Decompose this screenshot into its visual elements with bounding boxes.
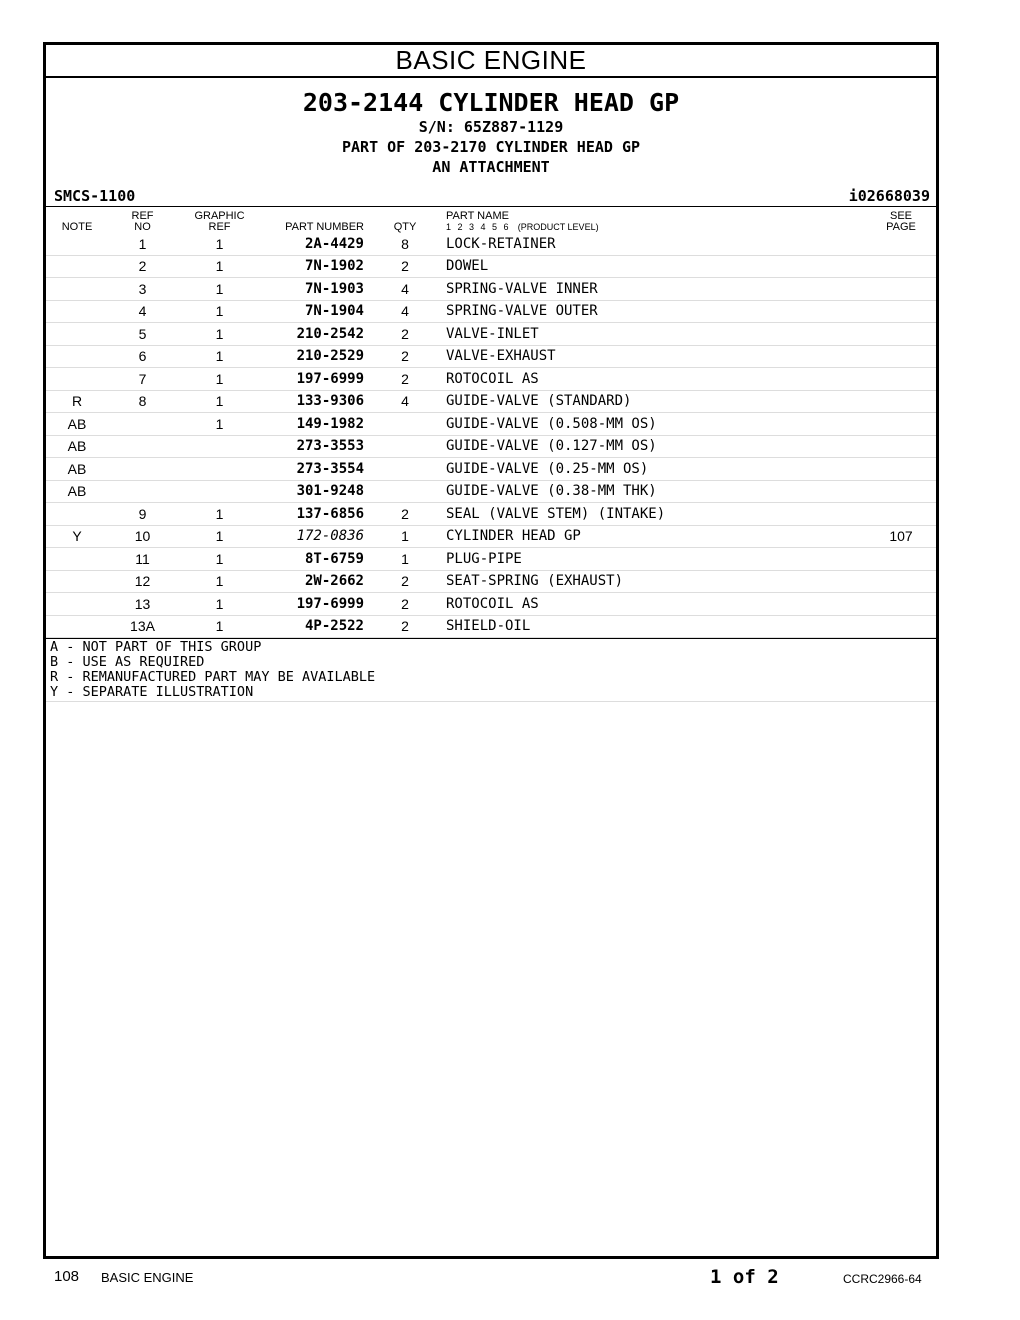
table-header-row — [46, 207, 936, 233]
smcs-code: SMCS-1100 — [54, 187, 136, 205]
row-note: R — [46, 390, 108, 413]
row-part-number: 8T-6759 — [262, 548, 364, 571]
illustration-id: i02668039 — [848, 187, 930, 205]
row-note — [46, 548, 108, 571]
row-part-number: 273-3553 — [262, 435, 364, 458]
row-part-number: 197-6999 — [262, 593, 364, 616]
row-qty: 4 — [364, 278, 446, 301]
row-part-name: LOCK-RETAINER — [446, 233, 866, 255]
row-note: Y — [46, 525, 108, 548]
attachment-label: AN ATTACHMENT — [432, 158, 550, 176]
row-ref-no: 9 — [108, 503, 177, 526]
table-row — [46, 255, 936, 278]
row-part-number: 197-6999 — [262, 368, 364, 391]
row-note — [46, 570, 108, 593]
row-note — [46, 368, 108, 391]
parts-table-body — [46, 233, 936, 638]
row-see-page — [866, 458, 936, 481]
row-see-page — [866, 390, 936, 413]
row-see-page — [866, 548, 936, 571]
table-row — [46, 390, 936, 413]
row-ref-no: 1 — [108, 233, 177, 255]
table-row — [46, 570, 936, 593]
table-row — [46, 615, 936, 638]
table-row — [46, 480, 936, 503]
table-row — [46, 368, 936, 391]
row-note — [46, 233, 108, 255]
row-part-name: SPRING-VALVE INNER — [446, 278, 866, 301]
table-row — [46, 413, 936, 436]
note-line: B - USE AS REQUIRED — [50, 654, 205, 670]
row-ref-no: 10 — [108, 525, 177, 548]
row-graphic-ref — [177, 435, 262, 458]
table-row — [46, 435, 936, 458]
serial-number: S/N: 65Z887-1129 — [418, 118, 564, 136]
row-ref-no: 4 — [108, 300, 177, 323]
row-qty — [364, 458, 446, 481]
row-see-page — [866, 345, 936, 368]
row-see-page — [866, 233, 936, 255]
row-ref-no: 13A — [108, 615, 177, 638]
row-note — [46, 300, 108, 323]
row-graphic-ref: 1 — [177, 278, 262, 301]
row-part-number: 133-9306 — [262, 390, 364, 413]
row-see-page — [866, 615, 936, 638]
row-part-number: 210-2529 — [262, 345, 364, 368]
row-part-number: 172-0836 — [262, 525, 364, 548]
table-row — [46, 345, 936, 368]
row-see-page — [866, 300, 936, 323]
note-line: R - REMANUFACTURED PART MAY BE AVAILABLE — [50, 669, 376, 685]
row-qty: 8 — [364, 233, 446, 255]
row-graphic-ref: 1 — [177, 413, 262, 436]
row-part-number: 149-1982 — [262, 413, 364, 436]
page-number: 108 — [54, 1268, 80, 1285]
row-part-name: GUIDE-VALVE (0.508-MM OS) — [446, 413, 866, 436]
row-note — [46, 593, 108, 616]
footer-section: BASIC ENGINE — [101, 1270, 194, 1285]
header-see-page: SEE PAGE — [886, 210, 916, 233]
row-part-number: 7N-1903 — [262, 278, 364, 301]
group-title: 203-2144 CYLINDER HEAD GP — [302, 88, 680, 117]
table-row — [46, 525, 936, 548]
part-of: PART OF 203-2170 CYLINDER HEAD GP — [341, 138, 640, 156]
row-qty: 4 — [364, 390, 446, 413]
row-graphic-ref: 1 — [177, 615, 262, 638]
group-header — [46, 89, 936, 177]
row-part-number: 7N-1904 — [262, 300, 364, 323]
row-part-number: 7N-1902 — [262, 255, 364, 278]
row-ref-no: 13 — [108, 593, 177, 616]
row-see-page — [866, 435, 936, 458]
row-qty: 2 — [364, 570, 446, 593]
row-part-name: GUIDE-VALVE (0.38-MM THK) — [446, 480, 866, 503]
row-see-page — [866, 323, 936, 346]
row-graphic-ref: 1 — [177, 300, 262, 323]
row-note — [46, 255, 108, 278]
row-qty: 2 — [364, 323, 446, 346]
row-part-name: SEAT-SPRING (EXHAUST) — [446, 570, 866, 593]
row-part-name: PLUG-PIPE — [446, 548, 866, 571]
page-of: 1 of 2 — [710, 1266, 779, 1288]
row-qty: 1 — [364, 548, 446, 571]
row-note: AB — [46, 480, 108, 503]
row-graphic-ref — [177, 480, 262, 503]
row-qty — [364, 435, 446, 458]
row-part-name: CYLINDER HEAD GP — [446, 525, 866, 548]
row-part-number: 210-2542 — [262, 323, 364, 346]
row-note: AB — [46, 435, 108, 458]
row-part-name: VALVE-INLET — [446, 323, 866, 346]
row-note — [46, 278, 108, 301]
header-ref-no: REF NO — [131, 210, 154, 233]
row-see-page — [866, 255, 936, 278]
row-part-name: DOWEL — [446, 255, 866, 278]
row-ref-no — [108, 435, 177, 458]
row-graphic-ref: 1 — [177, 525, 262, 548]
table-row — [46, 278, 936, 301]
row-see-page — [866, 593, 936, 616]
row-graphic-ref: 1 — [177, 570, 262, 593]
section-title: BASIC ENGINE — [46, 45, 936, 78]
row-see-page — [866, 480, 936, 503]
row-qty: 2 — [364, 255, 446, 278]
row-ref-no: 12 — [108, 570, 177, 593]
row-qty — [364, 480, 446, 503]
row-qty: 2 — [364, 503, 446, 526]
row-graphic-ref: 1 — [177, 548, 262, 571]
note-line: Y - SEPARATE ILLUSTRATION — [50, 684, 254, 700]
table-row — [46, 548, 936, 571]
header-part-name: PART NAME 1 2 3 4 5 6 (PRODUCT LEVEL) — [446, 210, 599, 232]
row-ref-no: 6 — [108, 345, 177, 368]
page-footer — [0, 1266, 1020, 1290]
row-ref-no — [108, 413, 177, 436]
header-note: NOTE — [61, 221, 93, 233]
row-note — [46, 323, 108, 346]
note-line: A - NOT PART OF THIS GROUP — [50, 639, 262, 655]
row-graphic-ref: 1 — [177, 345, 262, 368]
row-qty: 2 — [364, 615, 446, 638]
row-ref-no: 5 — [108, 323, 177, 346]
row-part-number: 2A-4429 — [262, 233, 364, 255]
row-part-name: GUIDE-VALVE (0.25-MM OS) — [446, 458, 866, 481]
row-ref-no: 8 — [108, 390, 177, 413]
row-part-name: SHIELD-OIL — [446, 615, 866, 638]
row-qty: 2 — [364, 368, 446, 391]
row-ref-no: 3 — [108, 278, 177, 301]
parts-page-frame — [43, 42, 939, 1259]
row-see-page — [866, 368, 936, 391]
meta-row — [46, 186, 936, 207]
row-see-page — [866, 278, 936, 301]
row-ref-no — [108, 458, 177, 481]
row-part-name: GUIDE-VALVE (STANDARD) — [446, 390, 866, 413]
row-graphic-ref: 1 — [177, 593, 262, 616]
row-see-page — [866, 413, 936, 436]
row-graphic-ref: 1 — [177, 233, 262, 255]
row-part-name: GUIDE-VALVE (0.127-MM OS) — [446, 435, 866, 458]
row-graphic-ref — [177, 458, 262, 481]
row-see-page — [866, 570, 936, 593]
row-part-number: 2W-2662 — [262, 570, 364, 593]
row-part-name: SEAL (VALVE STEM) (INTAKE) — [446, 503, 866, 526]
notes-legend — [46, 638, 936, 702]
row-part-name: ROTOCOIL AS — [446, 593, 866, 616]
row-graphic-ref: 1 — [177, 368, 262, 391]
table-row — [46, 323, 936, 346]
row-note: AB — [46, 458, 108, 481]
table-row — [46, 593, 936, 616]
table-row — [46, 458, 936, 481]
row-note: AB — [46, 413, 108, 436]
row-ref-no: 7 — [108, 368, 177, 391]
row-ref-no: 2 — [108, 255, 177, 278]
row-part-name: ROTOCOIL AS — [446, 368, 866, 391]
table-row — [46, 503, 936, 526]
table-row — [46, 233, 936, 255]
row-note — [46, 615, 108, 638]
row-note — [46, 503, 108, 526]
row-qty: 1 — [364, 525, 446, 548]
row-part-number: 273-3554 — [262, 458, 364, 481]
row-graphic-ref: 1 — [177, 323, 262, 346]
row-part-name: VALVE-EXHAUST — [446, 345, 866, 368]
header-qty: QTY — [393, 221, 417, 233]
row-graphic-ref: 1 — [177, 390, 262, 413]
row-graphic-ref: 1 — [177, 503, 262, 526]
row-note — [46, 345, 108, 368]
row-qty: 4 — [364, 300, 446, 323]
row-see-page — [866, 503, 936, 526]
row-part-number: 137-6856 — [262, 503, 364, 526]
row-part-number: 301-9248 — [262, 480, 364, 503]
row-see-page: 107 — [866, 525, 936, 548]
row-part-name: SPRING-VALVE OUTER — [446, 300, 866, 323]
table-row — [46, 300, 936, 323]
row-ref-no: 11 — [108, 548, 177, 571]
header-part-number: PART NUMBER — [285, 221, 364, 233]
row-qty — [364, 413, 446, 436]
document-code: CCRC2966-64 — [843, 1272, 922, 1286]
row-part-number: 4P-2522 — [262, 615, 364, 638]
parts-table — [46, 207, 936, 638]
row-graphic-ref: 1 — [177, 255, 262, 278]
row-qty: 2 — [364, 345, 446, 368]
header-graphic-ref: GRAPHIC REF — [194, 210, 245, 233]
row-qty: 2 — [364, 593, 446, 616]
row-ref-no — [108, 480, 177, 503]
